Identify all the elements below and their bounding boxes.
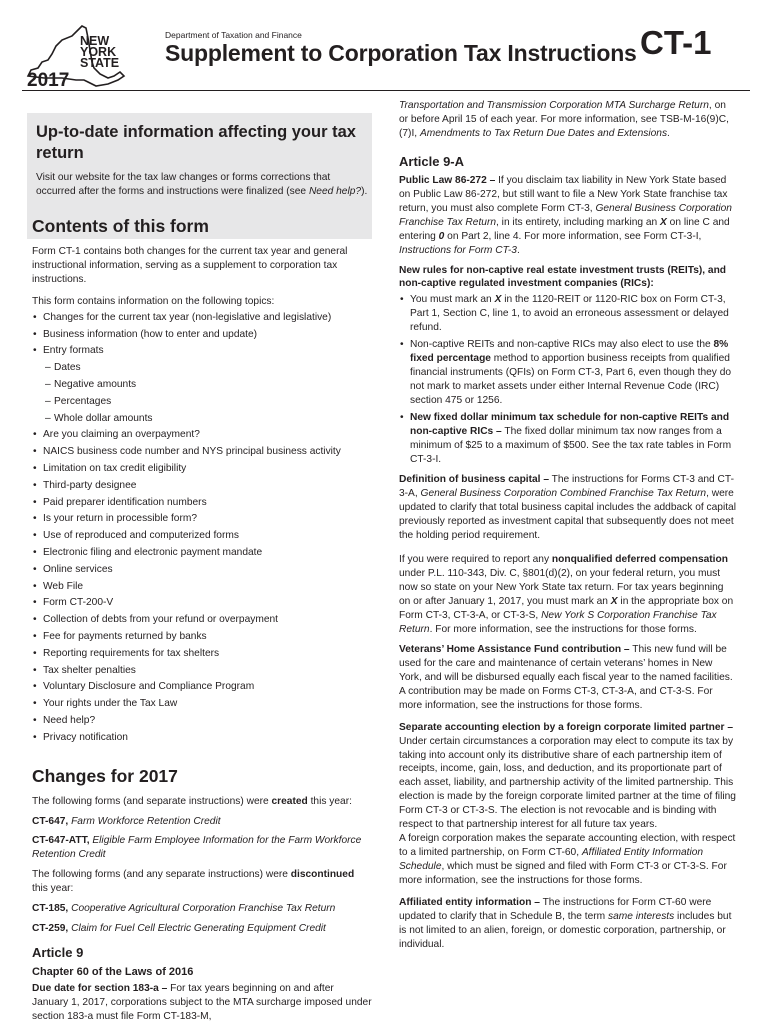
topic-item: • Electronic filing and electronic payment mandate [32, 545, 372, 562]
need-help-link[interactable]: Need help? [308, 186, 362, 198]
topic-item: • Form CT-200-V [32, 595, 372, 612]
form-number: CT-1 [640, 24, 712, 61]
form-ct259: CT-259, Claim for Fuel Cell Electric Generating Equipment Credit [32, 923, 326, 935]
forms-created-text: The following forms (and separate instructions) were created this year: [32, 795, 352, 807]
reits-heading: New rules for non-captive real estate investment trusts (REITs), and non-captive regulated investment companies (RICs): [399, 264, 727, 290]
topic-subitem: – Dates [32, 360, 372, 377]
logo-word-state: STATE [80, 56, 120, 70]
left-column [36, 122, 369, 221]
topic-item: • Web File [32, 579, 372, 596]
due-date-183a: Due date for section 183-a – For tax years beginning on and after January 1, 2017, corporations subject to the MTA surcharge imposed under section 183-a must file Form CT-183-M, [32, 983, 372, 1023]
reits-list [399, 293, 737, 467]
topic-item: • Entry formats [32, 343, 372, 360]
logo-year: 2017 [27, 70, 70, 91]
logo-word-york: YORK [80, 45, 117, 59]
topic-item: • Limitation on tax credit eligibility [32, 461, 372, 478]
forms-discontinued-text: The following forms (and any separate instructions) were discontinued this year: [32, 869, 355, 895]
topic-item: • Paid preparer identification numbers [32, 495, 372, 512]
department-name: Department of Taxation and Finance [165, 30, 302, 40]
reits-bullet-3: • New fixed dollar minimum tax schedule for non-captive REITs and non-captive RICs – The fixed dollar minimum tax now ranges from a minimum of $25 to a maximum of $500. See the tax rate tables in Form CT-3-I. [399, 411, 737, 467]
topic-item: • Tax shelter penalties [32, 663, 372, 680]
contents-intro: Form CT-1 contains both changes for the current tax year and general instructional information, serving as a supplement to corporation tax instructions. [32, 245, 348, 285]
topic-item: • Your rights under the Tax Law [32, 696, 372, 713]
topic-item: • Business information (how to enter and update) [32, 327, 372, 344]
topic-item: • Are you claiming an overpayment? [32, 427, 372, 444]
topic-item: • Privacy notification [32, 730, 372, 747]
topic-subitem: – Percentages [32, 394, 372, 411]
contents-heading: Contents of this form [32, 216, 209, 236]
topic-item: • NAICS business code number and NYS principal business activity [32, 444, 372, 461]
topic-item: • Collection of debts from your refund or overpayment [32, 612, 372, 629]
topic-item: • Third-party designee [32, 478, 372, 495]
topic-item: • Need help? [32, 713, 372, 730]
veterans-fund: Veterans’ Home Assistance Fund contribution – This new fund will be used for the care and maintenance of certain veterans’ homes in New York, and will be disbursed equally each fiscal year to the named facilities. A contribution may be made on Forms CT-3, CT-3-A, and CT-3-S. For more information, see the instructions for those forms. [399, 643, 733, 711]
topic-item: • Reporting requirements for tax shelters [32, 646, 372, 663]
deferred-compensation: If you were required to report any nonqualified deferred compensation under P.L. 110-343, Div. C, §801(d)(2), on your federal return, you must now so state on your New York State tax return. For tax years beginning on or after January 1, 2017, you must mark an X in the appropriate box on Form CT-3, CT-3-A, or CT-3-S, New York S Corporation Franchise Tax Return. For more information, see the instructions for those forms. [399, 553, 734, 635]
update-info-text: Visit our website for the tax law changes or forms corrections that occurred after the forms and instructions were finalized (see Need help?). [36, 172, 368, 198]
form-ct647: CT-647, Farm Workforce Retention Credit [32, 815, 221, 827]
new-york-state-logo [22, 24, 134, 92]
affiliated-entity: Affiliated entity information – The instructions for Form CT-60 were updated to clarify that in Schedule B, the term same interests includes but is not limited to an alien, foreign, or domestic corporation, partnership, or individual. [399, 897, 732, 951]
public-law-86-272: Public Law 86-272 – If you disclaim tax liability in New York State based on Public Law 86-272, but still want to file a New York State franchise tax return, you must also complete Form CT-3, General Business Corporation Franchise Tax Return, in its entirety, including marking an X on line C and entering 0 on Part 2, line 4. For more information, see Form CT-3-I, Instructions for Form CT-3. [399, 174, 732, 256]
update-info-heading: Up-to-date information affecting your tax return [36, 123, 356, 163]
left-column-main [32, 215, 372, 1030]
topic-item: • Voluntary Disclosure and Compliance Program [32, 679, 372, 696]
chapter60-heading: Chapter 60 of the Laws of 2016 [32, 966, 194, 979]
separate-accounting-cont: A foreign corporation makes the separate accounting election, with respect to a limited partnership, on Form CT-60, Affiliated Entity Information Schedule, which must be signed and filed with Form CT-3 or CT-3-S. For more information, see the instructions for those forms. [399, 833, 736, 887]
contents-topics-intro: This form contains information on the following topics: [32, 295, 275, 307]
form-ct185: CT-185, Cooperative Agricultural Corporation Franchise Tax Return [32, 903, 336, 915]
separate-accounting: Separate accounting election by a foreign corporate limited partner – Under certain circumstances a corporation may elect to compute its tax by taking into account only its distributive share of each partnership item of receipts, income, gain, loss, and deduction, and its proportionate part of each asset, liability, and partnership activity of the limited partnership. This election is made by the foreign corporate limited partner at the time of filing Form CT-3 or CT-3-S. The election is not revocable and is binding with respect to that partnership interest for all future tax years. [399, 721, 736, 831]
reits-bullet-1: • You must mark an X in the 1120-REIT or 1120-RIC box on Form CT-3, Part 1, Section C, line 1, to avoid an erroneous assessment or delayed refund. [399, 293, 737, 335]
mta-continuation: Transportation and Transmission Corporation MTA Surcharge Return, on or before April 15 of each year. For more information, see TSB-M-16(9)C, (7)I, Amendments to Tax Return Due Dates and Extensions. [399, 100, 729, 139]
topic-item: • Is your return in processible form? [32, 511, 372, 528]
changes-heading: Changes for 2017 [32, 765, 178, 786]
topic-item: • Changes for the current tax year (non-legislative and legislative) [32, 310, 372, 327]
topic-item: • Online services [32, 562, 372, 579]
article9-heading: Article 9 [32, 945, 84, 961]
business-capital: Definition of business capital – The instructions for Forms CT-3 and CT-3-A, General Business Corporation Combined Franchise Tax Return, were updated to clarify that total business capital includes the addback of capital previously reported as investment capital that subsequently does not meet the holding period requirement. [399, 474, 736, 541]
topics-list [32, 310, 372, 747]
right-column [399, 99, 737, 958]
article9a-heading: Article 9-A [399, 153, 465, 169]
topic-item: • Use of reproduced and computerized forms [32, 528, 372, 545]
header-rule [22, 90, 750, 91]
topic-subitem: – Negative amounts [32, 377, 372, 394]
page-title: Supplement to Corporation Tax Instructions [165, 40, 637, 66]
topic-item: • Fee for payments returned by banks [32, 629, 372, 646]
logo-word-new: NEW [80, 34, 110, 48]
topic-subitem: – Whole dollar amounts [32, 411, 372, 428]
reits-bullet-2: • Non-captive REITs and non-captive RICs may also elect to use the 8% fixed percentage method to apportion business receipts from qualified financial instruments (QFIs) on Form CT-3, Part 6, even though they do not mark to market assets under either Internal Revenue Code (IRC) section 475 or 1256. [399, 338, 737, 408]
form-ct647att: CT-647-ATT, Eligible Farm Employee Information for the Farm Workforce Retention Credit [32, 835, 362, 861]
